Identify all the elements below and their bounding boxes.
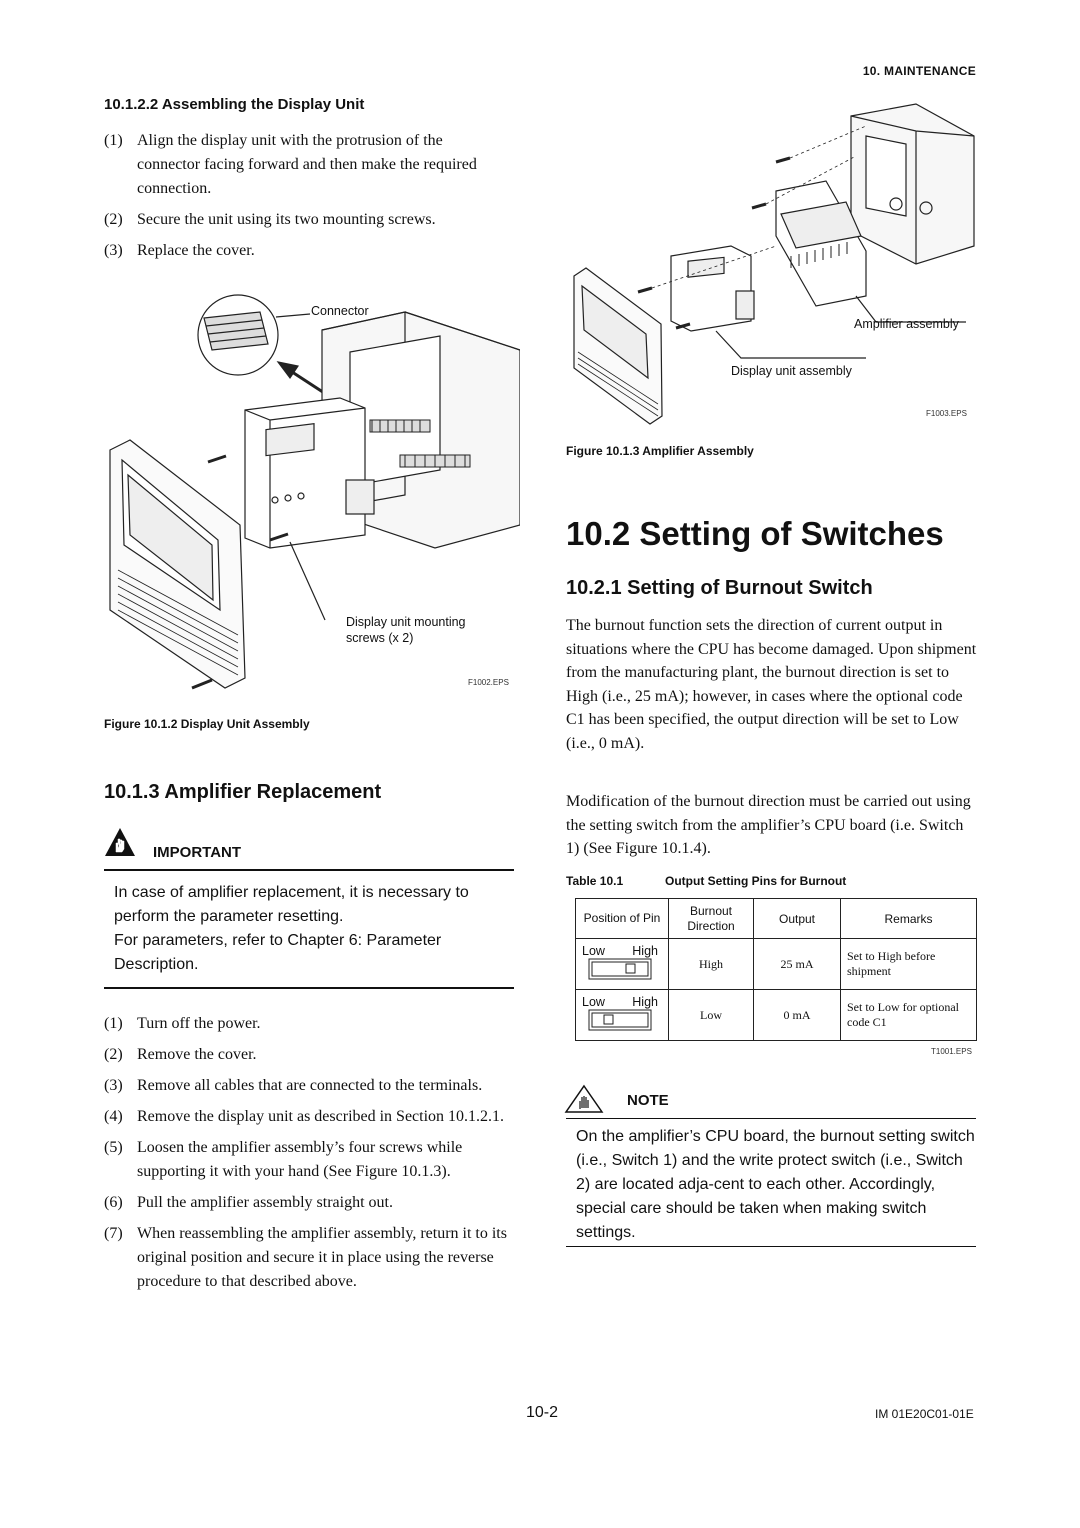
- list-item: (1) Turn off the power.: [104, 1015, 261, 1032]
- output-cell: 25 mA: [754, 939, 841, 990]
- important-text-1: In case of amplifier replacement, it is necessary to perform the parameter resetting.: [114, 884, 469, 925]
- list-item: (4) Remove the display unit as described in Section 10.1.2.1.: [104, 1108, 505, 1125]
- important-text-2: For parameters, refer to Chapter 6: Parameter Description.: [114, 932, 442, 973]
- table-row: [576, 939, 977, 990]
- pin-switch-low-icon: [588, 1009, 654, 1031]
- table-file-code: T1001.EPS: [931, 1047, 972, 1056]
- list-item: (5) Loosen the amplifier assembly’s four screws while supporting it with your hand (See Figure 10.1.3).: [104, 1139, 463, 1180]
- display-unit-assembly-figure: [100, 290, 520, 695]
- note-top-rule: [566, 1118, 976, 1119]
- list-item: (2) Remove the cover.: [104, 1046, 257, 1063]
- figure-caption-1012: Figure 10.1.2 Display Unit Assembly: [104, 717, 310, 731]
- figure-caption-1013: Figure 10.1.3 Amplifier Assembly: [566, 444, 754, 458]
- display-unit-assembly-label: Display unit assembly: [731, 364, 852, 378]
- running-header: 10. MAINTENANCE: [862, 64, 976, 78]
- burnout-paragraph-2: Modification of the burnout direction must be carried out using the setting switch from the amplifier’s CPU board (i.e. Switch 1) (See Figure 10.1.4).: [566, 793, 971, 857]
- page-number: 10-2: [526, 1404, 559, 1421]
- list-item: (3) Replace the cover.: [104, 242, 255, 259]
- pin-cell: [576, 990, 669, 1041]
- header-burnout: Burnout Direction: [669, 899, 754, 939]
- pin-low-label: Low: [582, 944, 605, 958]
- figure-file-code: F1003.EPS: [926, 409, 967, 418]
- note-hand-icon: [564, 1084, 604, 1114]
- remarks-cell: Set to High before shipment: [841, 939, 977, 990]
- table-header-row: [576, 899, 977, 939]
- list-item: (7) When reassembling the amplifier assembly, return it to its original position and secure it in place using the reverse procedure to that described above.: [104, 1225, 507, 1290]
- important-top-rule: [104, 869, 514, 871]
- table-caption-number: Table 10.1: [566, 874, 624, 888]
- burnout-paragraph-1: The burnout function sets the direction of current output in situations where the CPU has become damaged. Upon shipment from the manufacturing plant, the burnout direction is set to High (i.e., 25 mA); however, in cases where the optional code C1 has been specified, the output direction will be set to Low (i.e., 0 mA).: [566, 617, 977, 752]
- section-heading-1021: 10.2.1 Setting of Burnout Switch: [566, 577, 873, 599]
- header-output: Output: [754, 899, 841, 939]
- note-bottom-rule: [566, 1246, 976, 1247]
- output-setting-table: [575, 898, 977, 1041]
- amplifier-assembly-figure: [566, 96, 980, 426]
- assembly-steps-list: [104, 129, 494, 270]
- pin-cell: [576, 939, 669, 990]
- direction-cell: Low: [669, 990, 754, 1041]
- list-item: (6) Pull the amplifier assembly straight out.: [104, 1194, 393, 1211]
- warning-hand-icon: [104, 826, 136, 858]
- table-row: [576, 990, 977, 1041]
- pin-high-label: High: [632, 995, 658, 1009]
- header-remarks: Remarks: [841, 899, 977, 939]
- remarks-cell: Set to Low for optional code C1: [841, 990, 977, 1041]
- note-text: On the amplifier’s CPU board, the burnout setting switch (i.e., Switch 1) and the write protect switch (i.e., Switch 2) are located adja-cent to each other. Accordingly, special care should be taken when making switch settings.: [576, 1128, 975, 1241]
- list-item: (2) Secure the unit using its two mounting screws.: [104, 211, 436, 228]
- list-item: (3) Remove all cables that are connected to the terminals.: [104, 1077, 483, 1094]
- pin-switch-high-icon: [588, 958, 654, 980]
- list-item: (1) Align the display unit with the protrusion of the connector facing forward and then make the required connection.: [104, 132, 477, 197]
- replacement-steps-list: [104, 1012, 516, 1301]
- document-id: IM 01E20C01-01E: [875, 1407, 974, 1421]
- chapter-heading-102: 10.2 Setting of Switches: [566, 515, 944, 552]
- screws-label: Display unit mounting screws (x 2): [346, 615, 466, 645]
- pin-low-label: Low: [582, 995, 605, 1009]
- output-cell: 0 mA: [754, 990, 841, 1041]
- header-position: Position of Pin: [576, 899, 669, 939]
- direction-cell: High: [669, 939, 754, 990]
- figure-file-code: F1002.EPS: [468, 678, 509, 687]
- section-heading-10122: 10.1.2.2 Assembling the Display Unit: [104, 96, 365, 113]
- note-label: NOTE: [627, 1092, 669, 1109]
- pin-high-label: High: [632, 944, 658, 958]
- table-caption-title: Output Setting Pins for Burnout: [665, 874, 847, 888]
- section-heading-1013: 10.1.3 Amplifier Replacement: [104, 781, 382, 803]
- important-label: IMPORTANT: [153, 844, 242, 861]
- important-bottom-rule: [104, 987, 514, 989]
- connector-label: Connector: [311, 304, 369, 318]
- amplifier-assembly-label: Amplifier assembly: [854, 317, 959, 331]
